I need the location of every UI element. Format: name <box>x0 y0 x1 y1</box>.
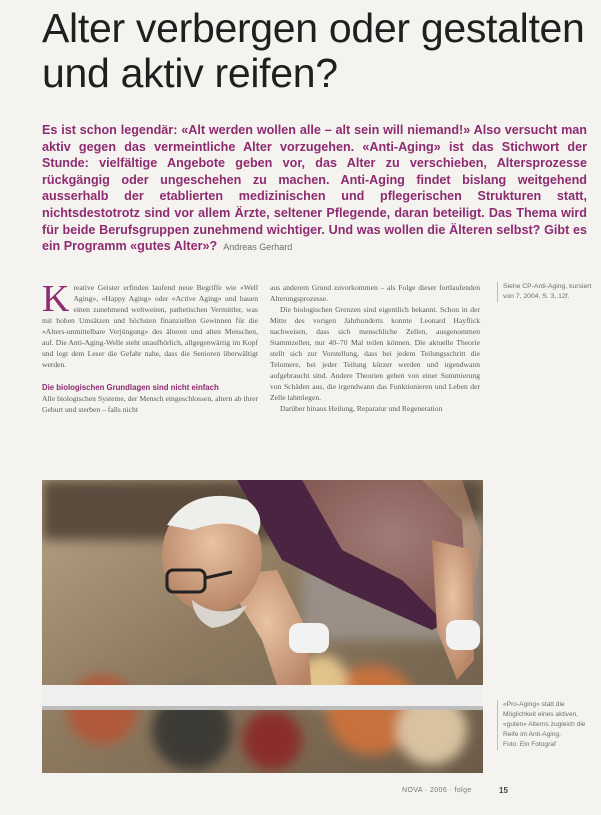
caption-text: «Pro-Aging» statt die Möglichkeit eines aktiven, «guten» Alterns zugleich die Reife im Anti-Aging. <box>503 701 586 738</box>
author-name: Andreas Gerhard <box>223 242 293 253</box>
photo-credit: Foto: Ein Fotograf <box>503 741 556 748</box>
body-paragraph: Die biologischen Grenzen sind eigentlich bekannt. Schon in der Mitte des vorigen Jahrhunderts konnte Leonard Hayflick nachweisen, dass sich menschliche Zellen, ausgenommen Stammzellen, nur 40–70 Mal teilen können. Die aktuelle Theorie stellt sich zur Vorstellung, dass bei jedem Teilungsschritt die Telomere, bei jeder Teilung kürzer werden und irgendwann aufgebraucht sind. Andere Theorien gehen von einer Summierung von Schäden aus, die irgendwann das Funktionieren und Leben der Zelle lahmlegen. <box>270 305 480 402</box>
gymnast-photo <box>42 480 483 773</box>
lead-paragraph <box>42 122 587 256</box>
body-column-2 <box>270 282 480 414</box>
body-column-1 <box>42 278 258 415</box>
footnote: Siehe CP-Anti-Aging, kursiert von 7, 2004, S. 3, 12f. <box>497 282 595 302</box>
dropcap: K <box>42 278 70 320</box>
lead-text: Es ist schon legendär: «Alt werden wollen alle – alt sein will niemand!» Also versucht man aktiv gegen das vermeintliche Alter vorzugehen. «Anti-Aging» ist das Stichwort der Stunde: vielfältige Angebote geben vor, das Alter zu verschieben, Altersprozesse rückgängig oder ungeschehen zu machen. Anti-Aging findet bislang weitgehend ausserhalb der etablierten medizinischen und pflegerischen Strukturen statt, nichtsdestotrotz sind vor allem Ärzte, seltener Pflegende, daran beteiligt. Das Thema wird für beide Berufsgruppen zunehmend wichtiger. Und was wollen die Älteren selbst? Gibt es ein Programm «gutes Alter»? <box>42 123 587 254</box>
headline: Alter verbergen oder gestalten und aktiv reifen? <box>42 5 585 96</box>
footer-magazine: NOVA · 2006 · folge <box>402 787 472 794</box>
photo-illustration <box>42 480 483 773</box>
section-subhead: Die biologischen Grundlagen sind nicht einfach <box>42 383 219 392</box>
body-paragraph: aus anderem Grund zuvorkommen – als Folge dieser fortlaufenden Alterungsprozesse. <box>270 283 480 303</box>
photo-caption <box>497 700 595 750</box>
page-number: 15 <box>499 786 508 795</box>
body-paragraph: Alle biologischen Systeme, der Mensch eingeschlossen, altern ab ihrer Geburt und sterben – falls nicht <box>42 394 258 414</box>
body-paragraph: Darüber hinaus Heilung, Reparatur und Regeneration <box>280 404 443 413</box>
body-paragraph: reative Geister erfinden laufend neue Begriffe wie «Well Aging», «Happy Aging» oder «Active Aging» und bauen einen zunehmend weltweiten, pathetischen Vermittler, was mit hohen Umsätzen und höchsten finanziellen Gewinnen für die «Alters-unmittelbare Verjüngung» des älteren und alten Menschen, auf. Die Anti-Aging-Welle steht unaufhörlich, allgegenwärtig im Kopf und legt dem Leser die Gefahr nahe, dass die Senioren überwältigt werden. <box>42 283 258 369</box>
